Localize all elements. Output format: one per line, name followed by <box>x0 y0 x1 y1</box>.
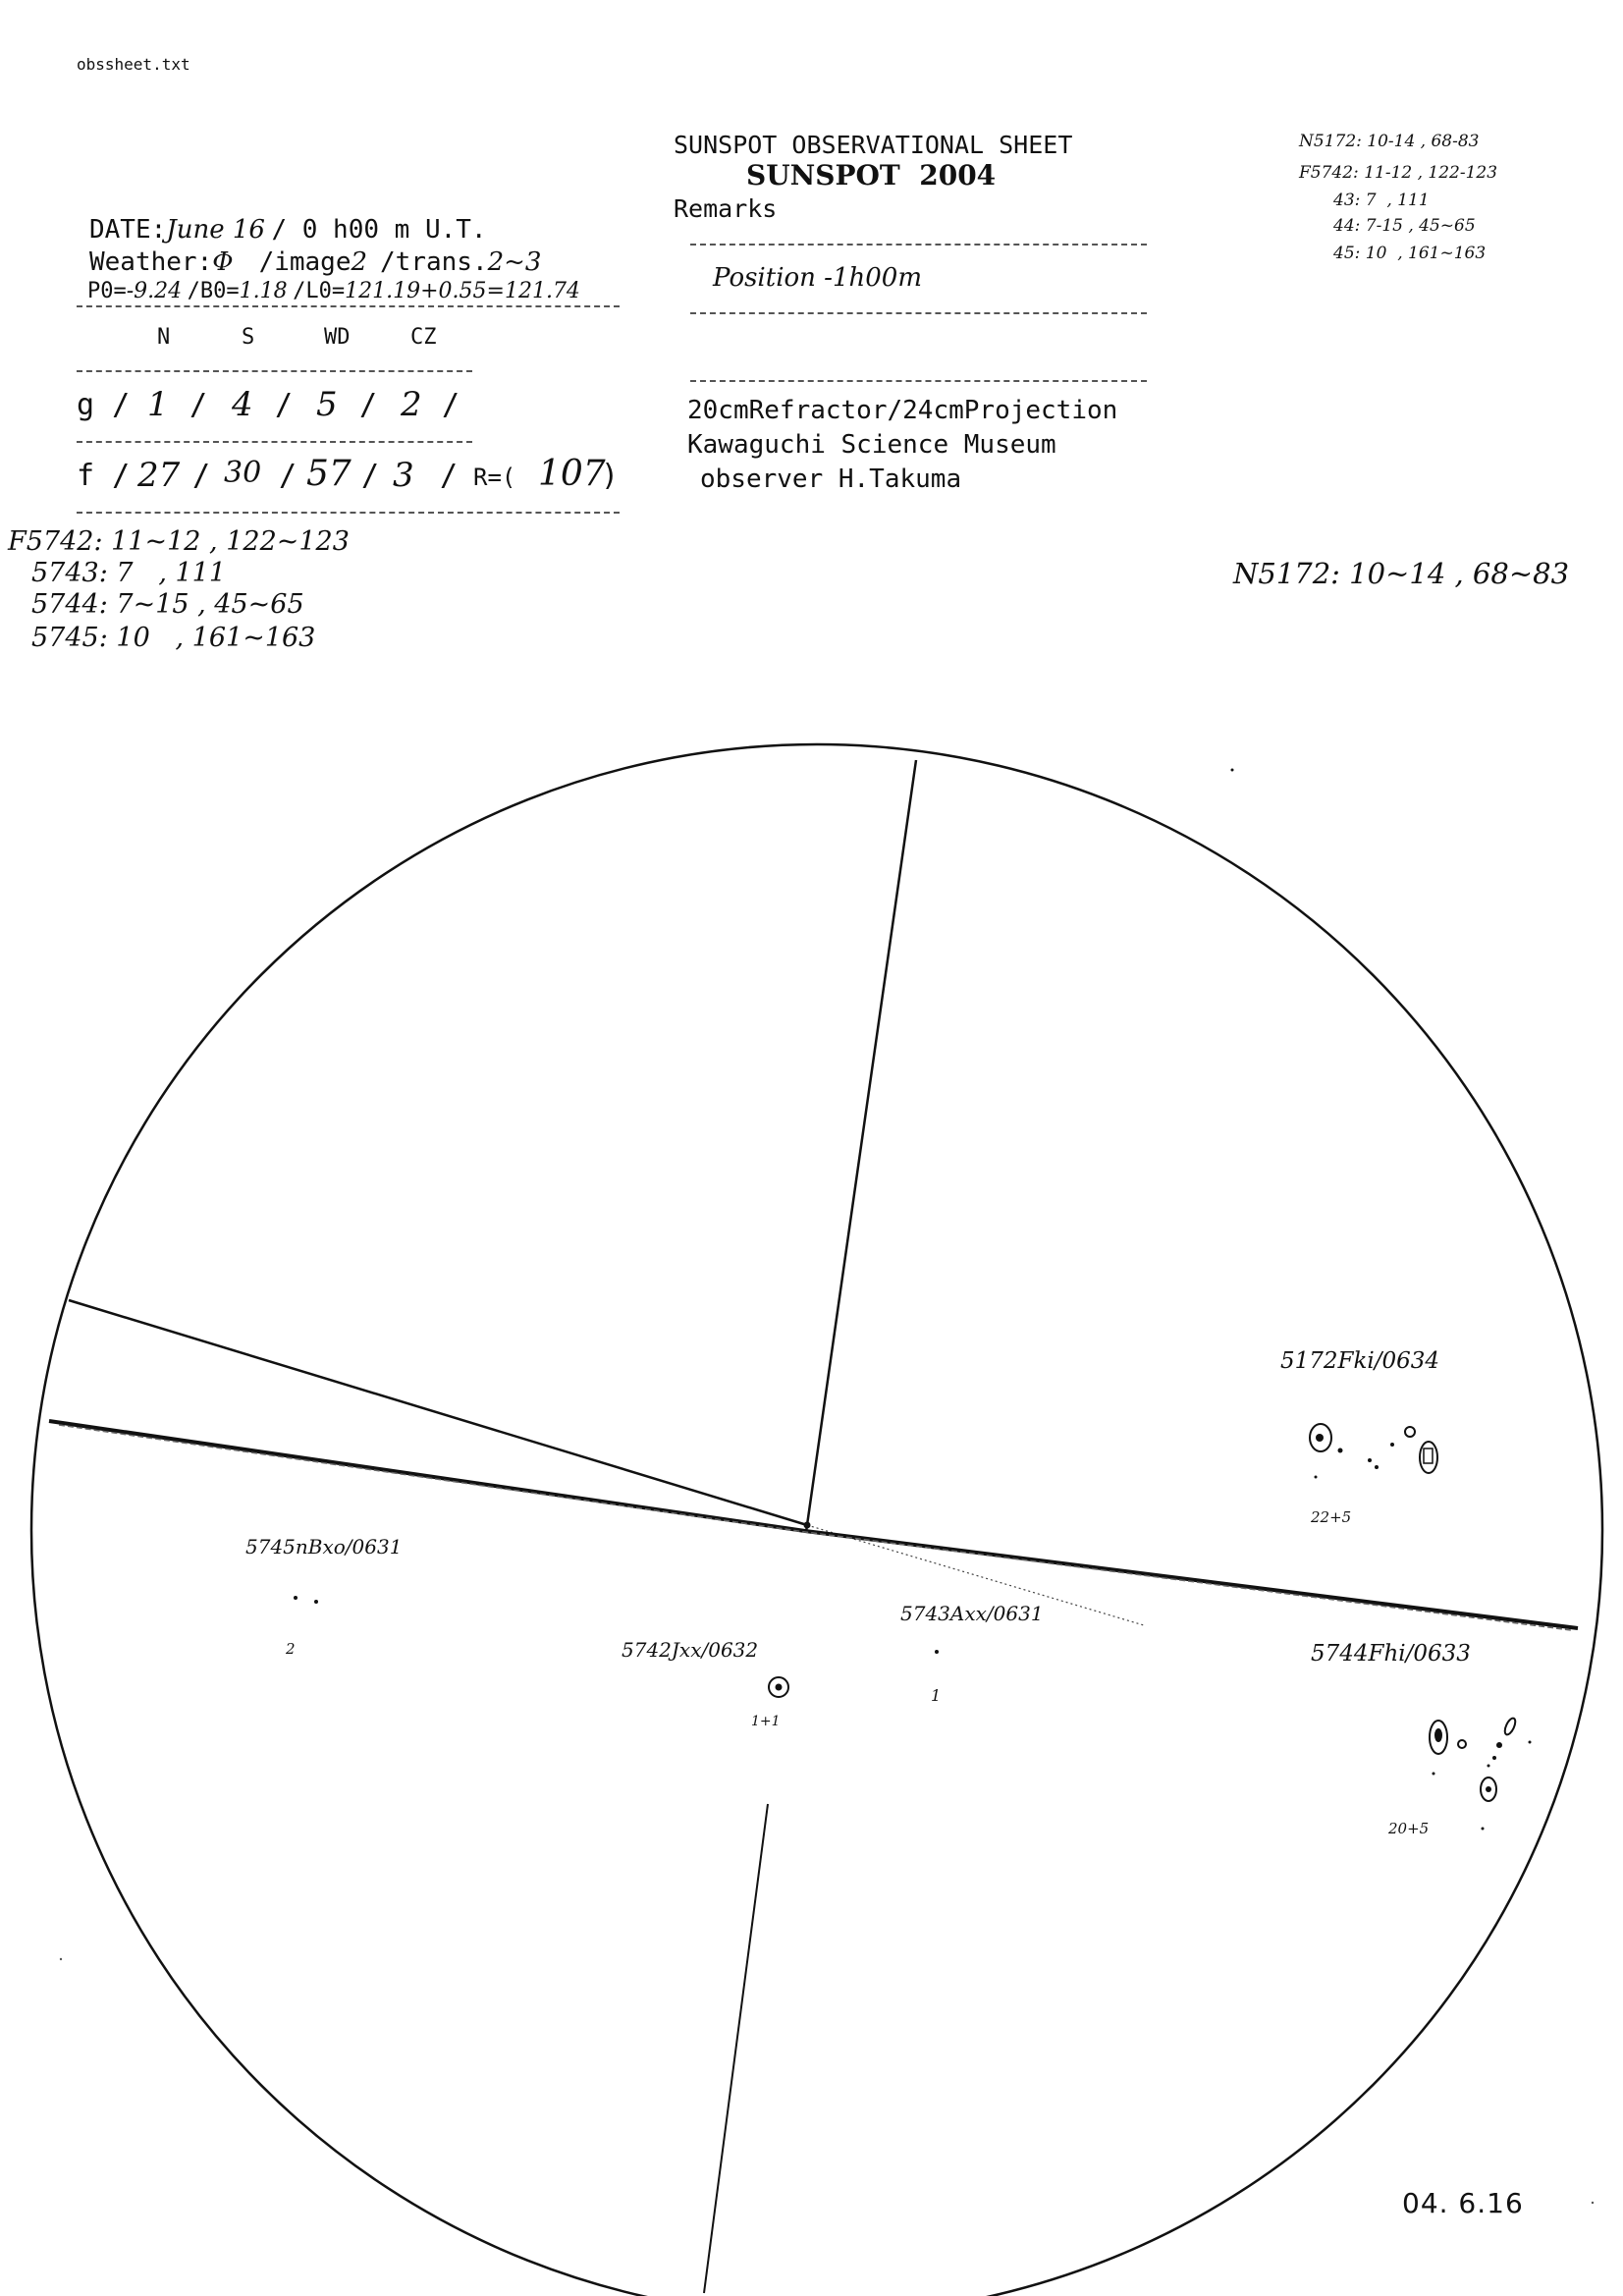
left-note-3: 5744: 7~15 , 45~65 <box>31 589 304 620</box>
p-label: P0= <box>87 279 127 303</box>
f-value-s: 30 <box>224 456 262 490</box>
sheet-title: SUNSPOT OBSERVATIONAL SHEET <box>674 131 1073 159</box>
right-note-5: 45: 10 , 161~163 <box>1333 244 1487 263</box>
weather-label: Weather: <box>89 247 213 277</box>
spot-umbra <box>1486 1786 1491 1792</box>
l-value: 121.19+0.55=121.74 <box>345 279 580 303</box>
spot-dot <box>1390 1443 1394 1447</box>
group-label-5172: 5172Fki/0634 <box>1280 1348 1440 1374</box>
group-count-5745: 2 <box>286 1640 296 1658</box>
right-note-large: N5172: 10~14 , 68~83 <box>1233 557 1570 590</box>
date-value: June 16 <box>166 215 265 245</box>
spot-dot <box>1338 1449 1343 1453</box>
header-s: S <box>242 325 255 350</box>
file-label: obssheet.txt <box>77 55 190 74</box>
image-label: /image <box>258 247 352 277</box>
spot-dot <box>1433 1773 1435 1776</box>
spot-penumbra <box>1420 1442 1437 1473</box>
spot-group-5745 <box>294 1596 318 1604</box>
spot-group-5744 <box>1430 1717 1532 1830</box>
b-label: /B0= <box>187 279 240 303</box>
institution-text: Kawaguchi Science Museum <box>687 430 1056 460</box>
g-row-label: g / <box>77 388 131 422</box>
weather-value: Φ <box>212 247 234 277</box>
g-sep-1: / <box>189 388 208 422</box>
g-value-wd: 5 <box>316 385 338 424</box>
reference-line <box>69 1300 807 1525</box>
spot-dot <box>1482 1828 1485 1831</box>
r-label: R=( <box>473 464 516 491</box>
remarks-note: Position -1h00m <box>713 263 922 293</box>
group-count-5743: 1 <box>931 1686 942 1705</box>
group-count-5744: 20+5 <box>1388 1820 1430 1837</box>
group-count-5742: 1+1 <box>751 1714 781 1729</box>
group-label-5743: 5743Axx/0631 <box>900 1602 1044 1625</box>
spot-umbra <box>776 1684 783 1691</box>
spot-dot <box>1368 1458 1372 1462</box>
g-value-cz: 2 <box>401 385 422 424</box>
g-value-n: 1 <box>147 385 169 424</box>
spot-dot <box>1375 1465 1379 1469</box>
f-row-label: f / <box>77 459 131 493</box>
group-label-5745: 5745nBxo/0631 <box>245 1535 403 1558</box>
left-note-1: F5742: 11~12 , 122~123 <box>8 526 350 557</box>
date-label: DATE: <box>89 215 167 245</box>
spot-group-5172 <box>1310 1424 1437 1479</box>
f-value-cz: 3 <box>393 456 414 495</box>
p-value: -9.24 <box>126 279 183 303</box>
spot-umbra <box>1434 1728 1442 1742</box>
b-value: 1.18 <box>239 279 288 303</box>
date-stamp: 04. 6.16 <box>1402 2187 1524 2219</box>
g-sep-2: / <box>275 388 294 422</box>
right-note-4: 44: 7-15 , 45~65 <box>1333 216 1476 236</box>
south-axis-line <box>704 1804 768 2293</box>
spot-group-5742 <box>769 1677 788 1697</box>
trans-label: /trans. <box>380 247 488 277</box>
right-note-2: F5742: 11-12 , 122-123 <box>1299 163 1498 183</box>
header-n: N <box>157 325 171 350</box>
spot-penumbra <box>1503 1717 1518 1736</box>
f-value-n: 27 <box>137 456 181 495</box>
equipment-text: 20cmRefractor/24cmProjection <box>687 396 1118 425</box>
spot-penumbra <box>1405 1427 1415 1437</box>
spot-dot <box>1488 1765 1490 1768</box>
header-wd: WD <box>324 325 351 350</box>
spot-dot <box>1492 1756 1496 1760</box>
g-sep-3: / <box>359 388 378 422</box>
group-label-5742: 5742Jxx/0632 <box>622 1638 759 1662</box>
f-value-wd: 57 <box>306 454 352 494</box>
f-sep-2: / <box>279 459 298 493</box>
spot-dot <box>1529 1741 1532 1744</box>
spot-dot <box>1315 1476 1318 1479</box>
f-sep-1: / <box>192 459 211 493</box>
stray-mark <box>60 1958 62 1960</box>
r-close: ) <box>601 459 620 493</box>
solar-disk-outline <box>31 744 1602 2296</box>
remarks-label: Remarks <box>674 194 778 223</box>
trans-value: 2~3 <box>487 247 542 277</box>
spot-dot <box>1496 1742 1502 1748</box>
group-label-5744: 5744Fhi/0633 <box>1311 1641 1471 1667</box>
spot-dot <box>935 1650 939 1654</box>
header-cz: CZ <box>410 325 437 350</box>
g-value-s: 4 <box>232 385 253 424</box>
right-note-1: N5172: 10-14 , 68-83 <box>1299 132 1480 151</box>
spot-umbra <box>1316 1434 1324 1442</box>
disk-center-mark <box>804 1522 811 1529</box>
spot-dot <box>294 1596 298 1600</box>
spot-penumbra <box>1458 1740 1466 1748</box>
sheet-year-stamp: SUNSPOT 2004 <box>746 159 997 191</box>
left-note-2: 5743: 7 , 111 <box>31 558 227 588</box>
north-axis-line <box>806 760 916 1532</box>
group-count-5172: 22+5 <box>1311 1508 1352 1526</box>
left-note-4: 5745: 10 , 161~163 <box>31 623 316 653</box>
g-sep-4: / <box>442 388 460 422</box>
f-sep-4: / <box>440 459 459 493</box>
stray-mark <box>1231 769 1234 772</box>
date-time: / 0 h00 m U.T. <box>271 215 487 245</box>
l-label: /L0= <box>293 279 346 303</box>
spot-umbra <box>1424 1449 1433 1463</box>
right-note-3: 43: 7 , 111 <box>1333 191 1430 210</box>
stray-mark <box>1592 2202 1594 2204</box>
image-value: 2 <box>351 247 368 277</box>
spot-group-5743 <box>935 1650 939 1654</box>
spot-dot <box>314 1600 318 1604</box>
observer-text: observer H.Takuma <box>700 465 962 494</box>
r-value: 107 <box>538 454 606 494</box>
f-sep-3: / <box>361 459 380 493</box>
